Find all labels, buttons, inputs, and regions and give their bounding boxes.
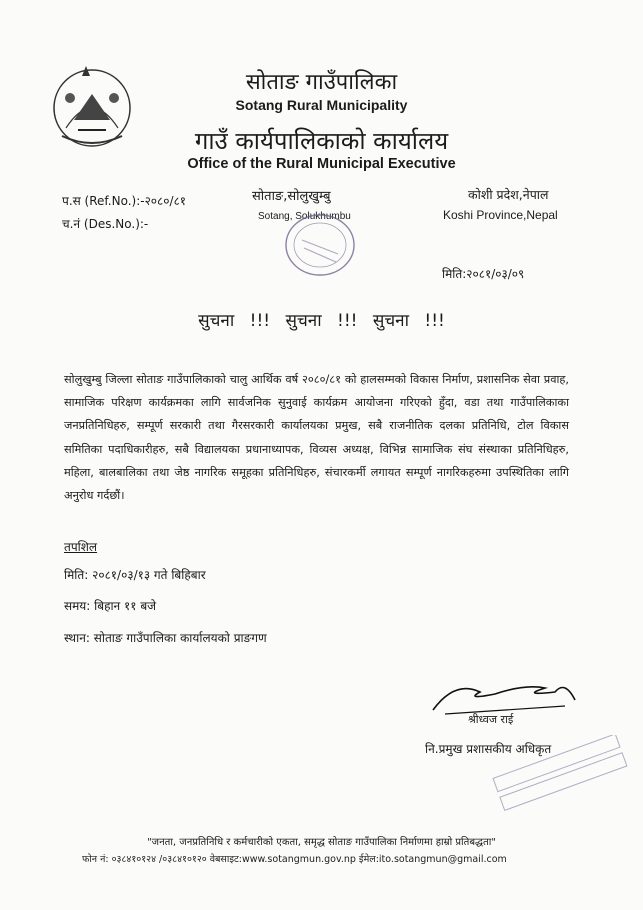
event-time: समय: बिहान ११ बजे	[64, 599, 157, 613]
event-place: स्थान: सोताङ गाउँपालिका कार्यालयको प्राङगण	[64, 631, 267, 645]
letter-date: मिति:२०८१/०३/०९	[442, 267, 525, 281]
office-name-np: गाउँ कार्यपालिकाको कार्यालय	[194, 127, 449, 155]
signatory-name: श्रीध्वज राई	[468, 713, 514, 726]
office-stamp	[270, 210, 370, 280]
notice-title: सुचना !!! सुचना !!! सुचना !!!	[198, 311, 445, 331]
notice-body: सोलुखुम्बु जिल्ला सोताङ गाउँपालिकाको चालु आर्थिक वर्ष २०८०/८१ को हालसम्मको विकास निर्माण, प्रशासनिक सेवा प्रवाह, सामाजिक परिक्षण कार्यक्रमका लागि सार्वजनिक सुनुवाई कार्यक्रम आयोजना गरिएको हुँदा, वडा तथा गाउँपालिकाका जनप्रतिनिधिहरु, सम्पूर्ण सरकारी तथा गैरसरकारी कार्यालयका प्रमुख, सबै राजनीतिक दलका प्रतिनिधि, टोल विकास समितिका पदाधिकारीहरु, सबै विद्यालयका प्रधानाध्यापक, विव्यस अध्यक्ष, विभिन्न सामाजिक संघ संस्थाका प्रतिनिधिहरु, महिला, बालबालिका तथा जेष्ठ नागरिक समूहका प्रतिनिधिहरु, संचारकर्मी लगायत सम्पूर्ण नागरिकहरुमा उपस्थितिका लागि अनुरोध गर्दछौं।	[64, 373, 569, 503]
province-en: Koshi Province,Nepal	[443, 208, 558, 222]
office-name-en: Office of the Rural Municipal Executive	[187, 156, 456, 172]
designation-stamp	[486, 735, 636, 815]
signatory-role: नि.प्रमुख प्रशासकीय अधिकृत	[425, 742, 552, 756]
location-np: सोताङ,सोलुखुम्बु	[252, 189, 331, 204]
reference-number: प.स (Ref.No.):-२०८०/८१	[62, 194, 187, 208]
footer-motto: "जनता, जनप्रतिनिधि र कर्मचारीको एकता, समृद्ध सोताङ गाउँपालिका निर्माणमा हाम्रो प्रतिबद्धता"	[147, 837, 496, 848]
municipality-name-np: सोताङ गाउँपालिका	[245, 70, 398, 95]
province-np: कोशी प्रदेश,नेपाल	[468, 187, 549, 202]
details-heading: तपशिल	[64, 540, 98, 554]
location-en: Sotang, Solukhumbu	[258, 211, 351, 222]
dispatch-number: च.नं (Des.No.):-	[62, 217, 149, 231]
footer-contact: फोन नं: ०३८४१०१२४ /०३८४१०१२० वेबसाइट:www.sotangmun.gov.np ईमेल:ito.sotangmun@gmail.com	[82, 854, 507, 865]
municipality-name-en: Sotang Rural Municipality	[235, 97, 408, 113]
signature	[425, 670, 585, 718]
event-date: मिति: २०८१/०३/१३ गते बिहिबार	[64, 568, 206, 582]
